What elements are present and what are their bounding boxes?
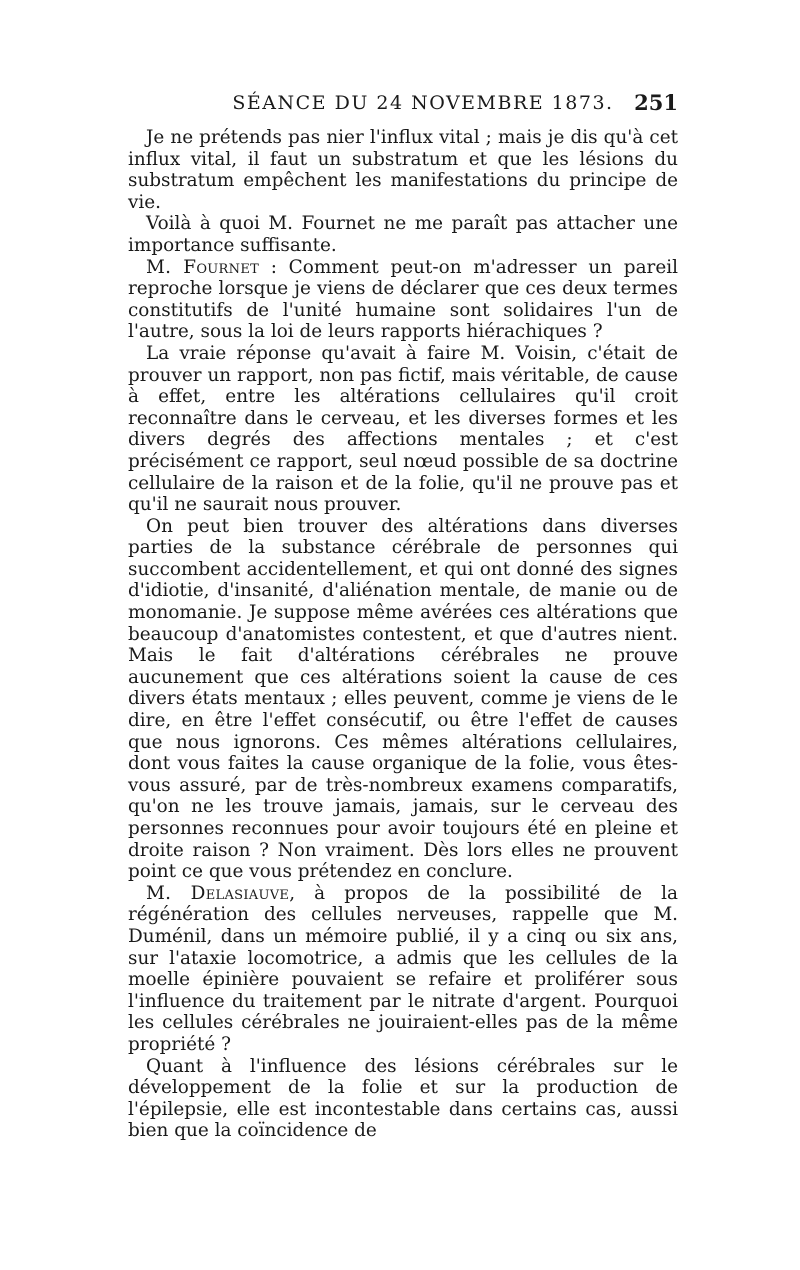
paragraph-1 — [128, 127, 678, 213]
speaker-name: M. Fournet — [146, 256, 260, 278]
paragraph-7 — [128, 1056, 678, 1142]
paragraph-text: La vraie réponse qu'avait à faire M. Voisin, c'était de prouver un rapport, non pas fictif, mais véritable, de cause à effet, entre les altérations cellulaires qu'il croit reconnaître dans le cerveau, et les diverses formes et les divers degrés des affections mentales ; et c'est précisément ce rapport, seul nœud possible de sa doctrine cellulaire de la raison et de la folie, qu'il ne prouve pas et qu'il ne saurait nous prouver. — [128, 342, 678, 516]
page-number: 251 — [634, 90, 678, 115]
paragraph-text: Voilà à quoi M. Fournet ne me paraît pas attacher une importance suffisante. — [128, 213, 678, 256]
running-title: SÉANCE DU 24 NOVEMBRE 1873. — [232, 92, 614, 114]
paragraph-6 — [128, 883, 678, 1056]
speaker-name: M. Delasiauve — [146, 882, 290, 904]
running-head — [128, 88, 678, 118]
paragraph-3 — [128, 257, 678, 343]
paragraph-5 — [128, 516, 678, 883]
paragraph-text: , à propos de la possibilité de la régénération des cellules nerveuses, rappelle que M. Duménil, dans un mémoire publié, il y a cinq ou six ans, sur l'ataxie locomotrice, a admis que les cellules de la moelle épinière pouvaient se refaire et proliférer sous l'influence du traitement par le nitrate d'argent. Pourquoi les cellules cérébrales ne jouiraient-elles pas de la même propriété ? — [128, 882, 678, 1055]
paragraph-text: On peut bien trouver des altérations dans diverses parties de la substance cérébrale de personnes qui succombent accidentellement, et qui ont donné des signes d'idiotie, d'insanité, d'aliénation mentale, de manie ou de monomanie. Je suppose même avérées ces altérations que beaucoup d'anatomistes contestent, et que d'autres nient. Mais le fait d'altérations cérébrales ne prouve aucunement que ces altérations soient la cause de ces divers états mentaux ; elles peuvent, comme je viens de le dire, en être l'effet consécutif, ou être l'effet de causes que nous ignorons. Ces mêmes altérations cellulaires, dont vous faites la cause organique de la folie, vous êtes-vous assuré, par de très-nombreux examens comparatifs, qu'on ne les trouve jamais, jamais, sur le cerveau des personnes reconnues pour avoir toujours été en pleine et droite raison ? Non vraiment. Dès lors elles ne prouvent point ce que vous prétendez en conclure. — [128, 515, 678, 883]
paragraph-4 — [128, 343, 678, 516]
paragraph-text: Je ne prétends pas nier l'influx vital ; mais je dis qu'à cet influx vital, il faut un substratum et que les lésions du substratum empêchent les manifestations du principe de vie. — [128, 127, 678, 213]
paragraph-2 — [128, 213, 678, 256]
paragraph-text: Quant à l'influence des lésions cérébrales sur le développement de la folie et sur la production de l'épilepsie, elle est incontestable dans certains cas, aussi bien que la coïncidence de — [128, 1055, 678, 1142]
paragraph-text: : Comment peut-on m'adresser un pareil reproche lorsque je viens de déclarer que ces deux termes constitutifs de l'unité humaine sont solidaires l'un de l'autre, sous la loi de leurs rapports hiérachiques ? — [128, 256, 678, 343]
body-text — [128, 127, 678, 1142]
